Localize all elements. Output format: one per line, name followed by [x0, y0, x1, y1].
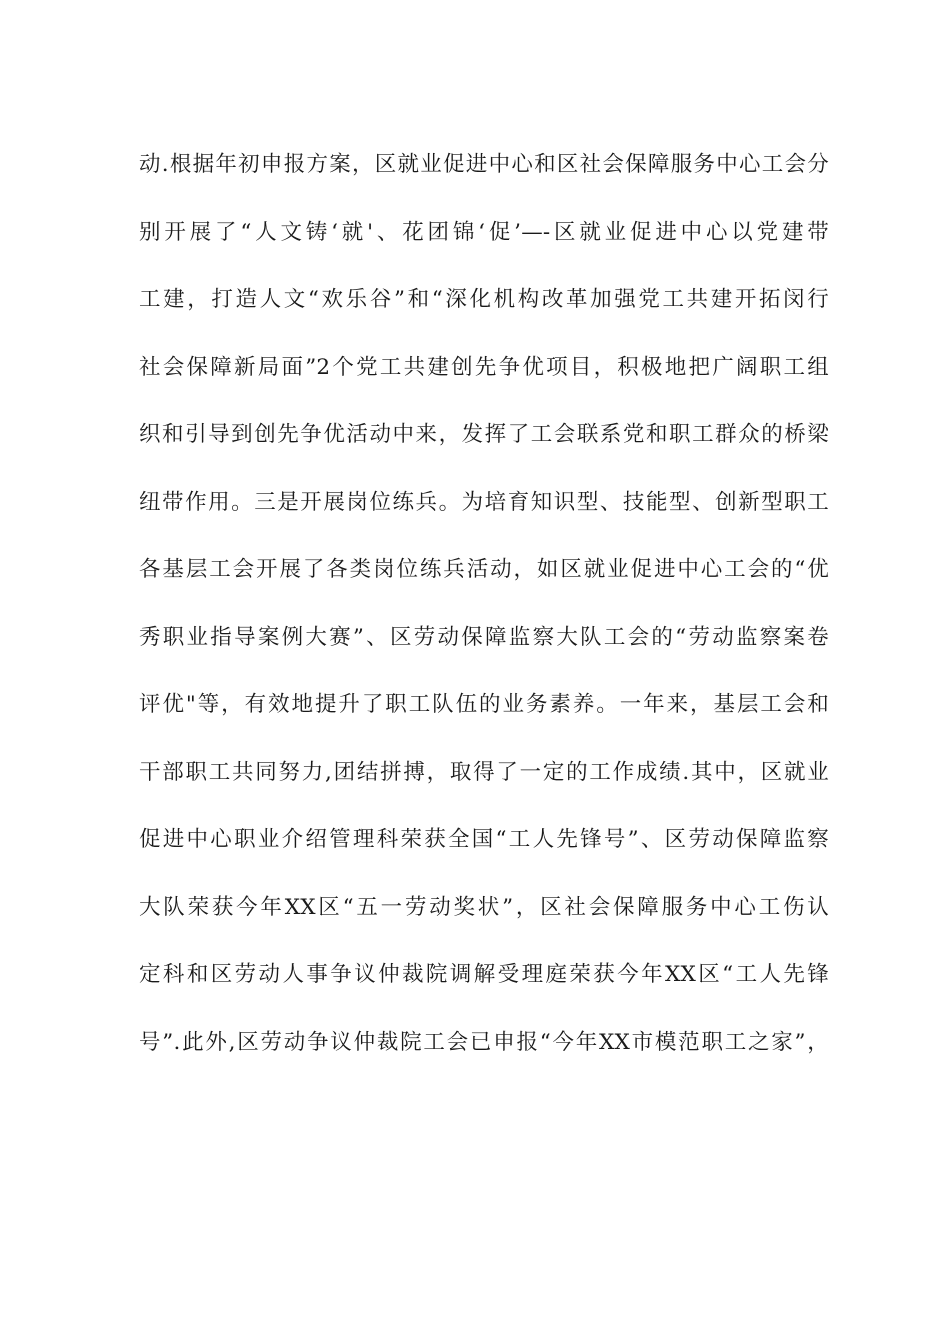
text-line-13: 定科和区劳动人事争议仲裁院调解受理庭荣获今年XX区“工人先锋 [139, 962, 829, 987]
text-line-5: 织和引导到创先争优活动中来，发挥了工会联系党和职工群众的桥梁 [139, 422, 829, 447]
text-line-1: 动.根据年初申报方案，区就业促进中心和区社会保障服务中心工会分 [139, 152, 829, 177]
text-line-11: 促进中心职业介绍管理科荣获全国“工人先锋号”、区劳动保障监察 [139, 827, 829, 852]
text-line-3: 工建，打造人文“欢乐谷”和“深化机构改革加强党工共建开拓闵行 [139, 287, 829, 312]
body-text [139, 140, 829, 1085]
text-line-6: 纽带作用。三是开展岗位练兵。为培育知识型、技能型、创新型职工 [139, 489, 829, 515]
text-line-12: 大队荣获今年XX区“五一劳动奖状”，区社会保障服务中心工伤认 [139, 894, 829, 920]
text-line-10: 干部职工共同努力,团结拼搏，取得了一定的工作成绩.其中，区就业 [139, 759, 829, 785]
text-line-7: 各基层工会开展了各类岗位练兵活动，如区就业促进中心工会的“优 [139, 557, 829, 582]
text-line-4: 社会保障新局面”2个党工共建创先争优项目，积极地把广阔职工组 [139, 354, 829, 380]
text-line-9: 评优"等，有效地提升了职工队伍的业务素养。一年来，基层工会和 [139, 692, 829, 717]
text-line-14: 号”.此外,区劳动争议仲裁院工会已申报“今年XX市模范职工之家”， [139, 1029, 829, 1055]
text-line-8: 秀职业指导案例大赛”、区劳动保障监察大队工会的“劳动监察案卷 [139, 624, 829, 650]
text-line-2: 别开展了“人文铸‘就'、花团锦‘促’—-区就业促进中心以党建带 [139, 219, 829, 245]
